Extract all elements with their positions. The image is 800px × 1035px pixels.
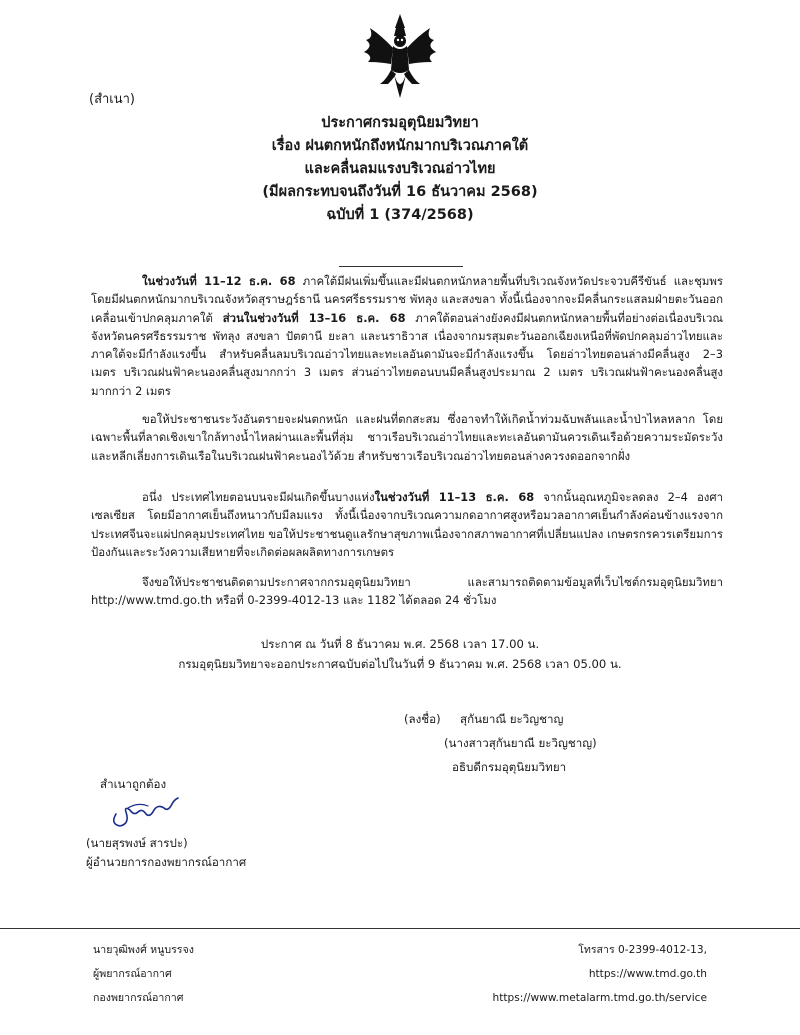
period-2: ส่วนในช่วงวันที่ 13–16 ธ.ค. 68 bbox=[222, 310, 406, 325]
forecast-text-1: ภาคใต้มีฝนเพิ่มขึ้นและมีฝนตกหนักหลายพื้นที่บริเวณจังหวัดประจวบคีรีขันธ์ และชุมพร โดยมีฝนตกหนักมากบริเวณจังหวัดสุราษฎร์ธานี นครศรีธรรมราช พัทลุง และสงขลา ทั้งนี้เนื่องจากจะมีคลื่นกระแสลมฝ่ายตะวันออกเคลื่อนเข้าปกคลุมภาคใต้ bbox=[91, 274, 723, 325]
handwritten-signature-icon bbox=[108, 794, 180, 830]
document-title: ประกาศกรมอุตุนิยมวิทยา bbox=[321, 115, 479, 131]
cold-text-1: อนึ่ง ประเทศไทยตอนบนจะมีฝนเกิดขึ้นบางแห่ง bbox=[142, 490, 375, 504]
issue-info bbox=[0, 634, 800, 674]
effective-date: (มีผลกระทบจนถึงวันที่ 16 ธันวาคม 2568) bbox=[262, 184, 538, 200]
forecaster-name: นายวุฒิพงศ์ หนูบรรจง bbox=[93, 944, 194, 956]
period-3: ในช่วงวันที่ 11–13 ธ.ค. 68 bbox=[374, 490, 535, 504]
certifier-block bbox=[86, 834, 246, 872]
signatory-full-name: (นางสาวสุกันยาณี ยะวิญชาญ) bbox=[444, 736, 597, 750]
footer-divider bbox=[0, 928, 800, 929]
document-header bbox=[0, 112, 800, 227]
issue-number: ฉบับที่ 1 (374/2568) bbox=[326, 207, 474, 223]
footer-contact bbox=[485, 938, 707, 1010]
paragraph-follow: จึงขอให้ประชาชนติดตามประกาศจากกรมอุตุนิยมวิทยา และสามารถติดตามข้อมูลที่เว็บไซต์กรมอุตุนิยมวิทยา http://www.tmd.go.th หรือที่ 0-2399-4012-13 และ 1182 ได้ตลอด 24 ชั่วโมง bbox=[91, 575, 723, 608]
contact-fax: โทรสาร 0-2399-4012-13, https://www.tmd.go.th bbox=[578, 944, 707, 980]
certifier-name: (นายสุรพงษ์ สารปะ) bbox=[86, 836, 188, 850]
title-separator bbox=[339, 266, 463, 267]
paragraph-warning: ขอให้ประชาชนระวังอันตรายจะฝนตกหนัก และฝนที่ตกสะสม ซึ่งอาจทำให้เกิดน้ำท่วมฉับพลันและน้ำป่าไหลหลาก โดยเฉพาะพื้นที่ลาดเชิงเขาใกล้ทางน้ำไหลผ่านและพื้นที่ลุ่ม ชาวเรือบริเวณอ่าวไทยและทะเลอันดามันควรเดินเรือด้วยความระมัดระวัง และหลีกเลี่ยงการเดินเรือในบริเวณฝนฟ้าคะนองไว้ด้วย สำหรับชาวเรือบริเวณอ่าวไทยตอนล่างควรงดออกจากฝั่ง bbox=[91, 412, 723, 463]
forecaster-division: กองพยากรณ์อากาศ bbox=[93, 992, 184, 1004]
subject-line-2: และคลื่นลมแรงบริเวณอ่าวไทย bbox=[304, 161, 496, 177]
copy-mark: (สำเนา) bbox=[89, 92, 136, 107]
next-issue: กรมอุตุนิยมวิทยาจะออกประกาศฉบับต่อไปในวันที่ 9 ธันวาคม พ.ศ. 2568 เวลา 05.00 น. bbox=[178, 657, 622, 671]
sign-label: (ลงชื่อ) bbox=[404, 712, 441, 726]
garuda-emblem-icon bbox=[360, 14, 440, 98]
forecast-text-2: ภาคใต้ตอนล่างยังคงมีฝนตกหนักหลายพื้นที่อย่างต่อเนื่องบริเวณจังหวัดนครศรีธรรมราช พัทลุง สงขลา ปัตตานี ยะลา และนราธิวาส เนื่องจากมรสุมตะวันออกเฉียงเหนือที่พัดปกคลุมอ่าวไทยและภาคใต้จะมีกำลังแรงขึ้น สำหรับคลื่นลมบริเวณอ่าวไทยและทะเลอันดามันจะมีกำลังแรงขึ้น โดยอ่าวไทยตอนล่างมีคลื่นสูง 2–3 เมตร บริเวณฝนฟ้าคะนองคลื่นสูงมากกว่า 3 เมตร ส่วนอ่าวไทยตอนบนมีคลื่นสูงประมาณ 2 เมตร บริเวณฝนฟ้าคะนองคลื่นสูงมากกว่า 2 เมตร bbox=[91, 310, 723, 398]
signatory-name: สุกันยาณี ยะวิญชาญ bbox=[460, 712, 564, 726]
paragraph-cold bbox=[91, 488, 723, 561]
contact-service-url: https://www.metalarm.tmd.go.th/service bbox=[492, 992, 707, 1004]
period-1: ในช่วงวันที่ 11–12 ธ.ค. 68 bbox=[142, 274, 296, 288]
signatory-position: อธิบดีกรมอุตุนิยมวิทยา bbox=[452, 760, 567, 774]
cold-text-2: จากนั้นอุณหภูมิจะลดลง 2–4 องศาเซลเซียส โดยมีอากาศเย็นถึงหนาวกับมีลมแรง ทั้งนี้เนื่องจากบริเวณความกดอากาศสูงหรือมวลอากาศเย็นกำลังค่อนข้างแรงจากประเทศจีนจะแผ่ปกคลุมประเทศไทย ขอให้ประชาชนดูแลรักษาสุขภาพเนื่องจากสภาพอากาศที่เปลี่ยนแปลง เกษตรกรควรเตรียมการป้องกันและระวังความเสียหายที่จะเกิดต่อผลผลิตทางการเกษตร bbox=[91, 490, 723, 559]
footer-forecaster bbox=[93, 938, 194, 1010]
subject-line-1: เรื่อง ฝนตกหนักถึงหนักมากบริเวณภาคใต้ bbox=[271, 138, 529, 154]
certified-label: สำเนาถูกต้อง bbox=[100, 777, 167, 791]
paragraph-forecast bbox=[91, 272, 723, 400]
signatory-block bbox=[404, 707, 597, 779]
certifier-position: ผู้อำนวยการกองพยากรณ์อากาศ bbox=[86, 855, 247, 869]
forecaster-title: ผู้พยากรณ์อากาศ bbox=[93, 968, 172, 980]
announced-date: ประกาศ ณ วันที่ 8 ธันวาคม พ.ศ. 2568 เวลา 17.00 น. bbox=[260, 637, 540, 651]
